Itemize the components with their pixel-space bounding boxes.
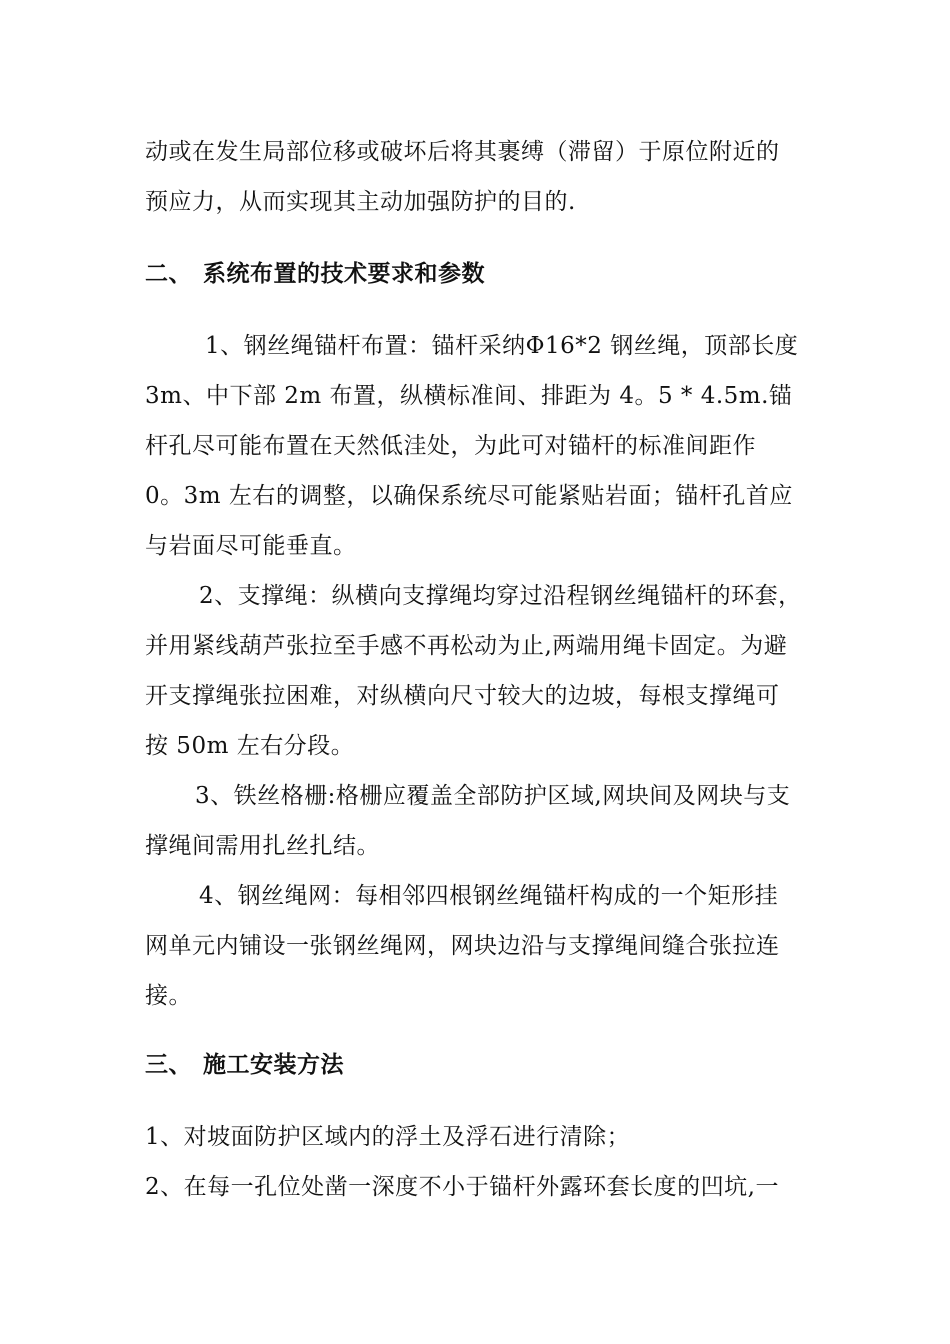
section-3-heading [145, 1050, 344, 1080]
item-4-line-3: 接。 [145, 983, 192, 1009]
item-4-line-1: 4、钢丝绳网：每相邻四根钢丝绳锚杆构成的一个矩形挂 [199, 883, 779, 909]
item-2-line-2: 并用紧线葫芦张拉至手感不再松动为止,两端用绳卡固定。为避 [145, 633, 788, 659]
item-4-line-2: 网单元内铺设一张钢丝绳网，网块边沿与支撑绳间缝合张拉连 [145, 933, 780, 959]
item-3-line-2: 撑绳间需用扎丝扎结。 [145, 833, 380, 859]
section-2-number: 二、 [145, 261, 192, 287]
item-2-line-3: 开支撑绳张拉困难，对纵横向尺寸较大的边坡，每根支撑绳可 [145, 683, 780, 709]
intro-line-1: 动或在发生局部位移或破坏后将其裹缚（滞留）于原位附近的 [145, 139, 780, 165]
section-2-heading [145, 259, 485, 289]
section-2-title: 系统布置的技术要求和参数 [203, 261, 485, 287]
item-1-line-1: 1、钢丝绳锚杆布置：锚杆采纳Φ16*2 钢丝绳，顶部长度 [205, 333, 799, 359]
section-3-item-2: 2、在每一孔位处凿一深度不小于锚杆外露环套长度的凹坑,一 [145, 1174, 779, 1200]
item-3-line-1: 3、铁丝格栅:格栅应覆盖全部防护区域,网块间及网块与支 [195, 783, 791, 809]
item-1-line-4: 0。3m 左右的调整，以确保系统尽可能紧贴岩面；锚杆孔首应 [145, 483, 793, 509]
section-3-number: 三、 [145, 1052, 192, 1078]
section-3-title: 施工安装方法 [203, 1052, 344, 1078]
item-2-line-4: 按 50m 左右分段。 [145, 733, 355, 759]
section-3-item-1: 1、对坡面防护区域内的浮土及浮石进行清除； [145, 1124, 631, 1150]
intro-line-2: 预应力，从而实现其主动加强防护的目的. [145, 189, 576, 215]
item-2-line-1: 2、支撑绳：纵横向支撑绳均穿过沿程钢丝绳锚杆的环套， [199, 583, 802, 609]
item-1-line-5: 与岩面尽可能垂直。 [145, 533, 357, 559]
item-1-line-3: 杆孔尽可能布置在天然低洼处，为此可对锚杆的标准间距作 [145, 433, 756, 459]
item-1-line-2: 3m、中下部 2m 布置，纵横标准间、排距为 4。5 * 4.5m.锚 [145, 383, 793, 409]
